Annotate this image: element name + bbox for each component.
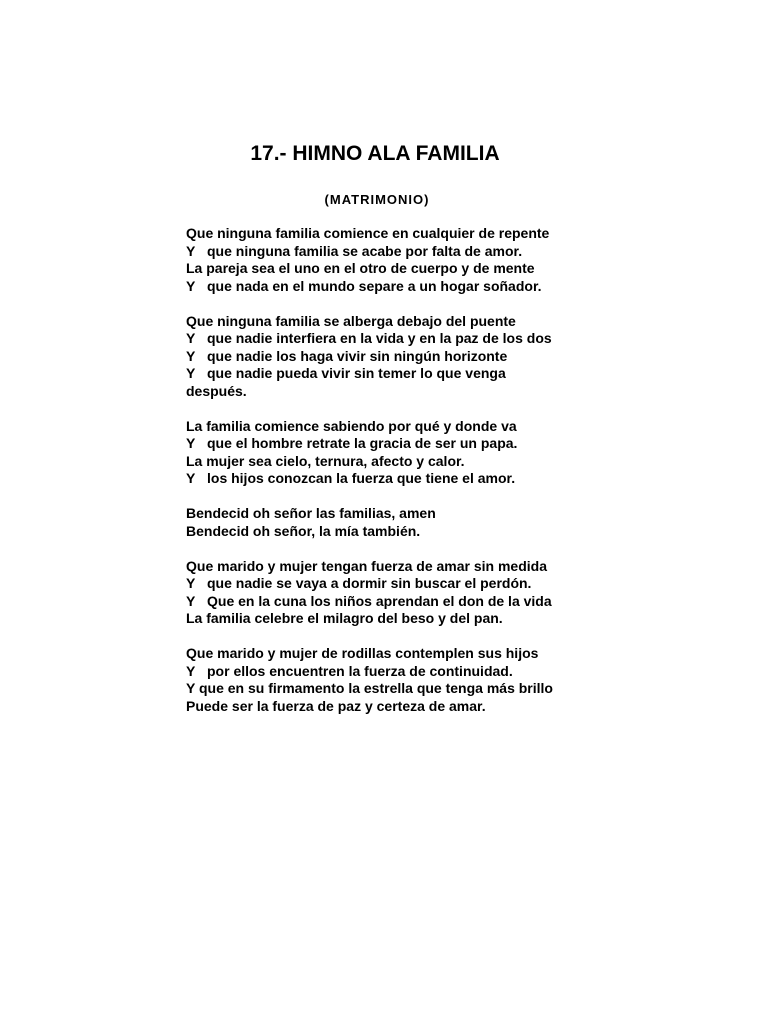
verse-line xyxy=(186,698,576,716)
line-prefix: Y xyxy=(186,435,196,451)
stanza xyxy=(186,645,576,715)
line-prefix: Y xyxy=(186,365,196,381)
verse-line xyxy=(186,313,576,331)
page-title: 17.- HIMNO ALA FAMILIA xyxy=(250,142,500,165)
line-prefix: Y xyxy=(186,575,196,591)
line-text: Que ninguna familia se alberga debajo del puente xyxy=(186,312,516,329)
line-text: Bendecid oh señor, la mía también. xyxy=(186,522,421,539)
line-text: Que marido y mujer tengan fuerza de amar sin medida xyxy=(186,557,547,574)
verse-line xyxy=(186,260,576,278)
line-prefix: Y xyxy=(186,242,196,259)
stanza xyxy=(186,225,576,295)
verse-line xyxy=(186,680,576,698)
line-text: que ninguna familia se acabe por falta de amor. xyxy=(207,242,523,259)
verse-line xyxy=(186,523,576,541)
stanza xyxy=(186,505,576,540)
line-text: La pareja sea el uno en el otro de cuerpo y de mente xyxy=(186,260,535,276)
verse-line xyxy=(186,365,576,383)
line-text: La mujer sea cielo, ternura, afecto y calor. xyxy=(186,452,465,469)
line-text: que nadie interfiera en la vida y en la paz de los dos xyxy=(207,330,552,346)
line-prefix: Y xyxy=(186,330,196,346)
verse-line xyxy=(186,330,576,348)
stanza xyxy=(186,418,576,488)
line-text: que nada en el mundo separe a un hogar soñador. xyxy=(207,277,542,294)
page-subtitle: (MATRIMONIO) xyxy=(324,192,430,207)
line-text: que nadie los haga vivir sin ningún horizonte xyxy=(207,347,508,364)
stanza xyxy=(186,558,576,628)
line-text: Bendecid oh señor las familias, amen xyxy=(186,505,436,521)
line-text: La familia celebre el milagro del beso y del pan. xyxy=(186,610,503,626)
verse-line xyxy=(186,435,576,453)
line-text: que el hombre retrate la gracia de ser un papa. xyxy=(207,435,518,451)
verse-line xyxy=(186,418,576,436)
line-text: Puede ser la fuerza de paz y certeza de amar. xyxy=(186,697,486,714)
line-text: Y que en su firmamento la estrella que tenga más brillo xyxy=(186,680,553,696)
line-text: después. xyxy=(186,382,247,399)
verse-line xyxy=(186,575,576,593)
line-text: Que marido y mujer de rodillas contemplen sus hijos xyxy=(186,645,539,661)
line-text: los hijos conozcan la fuerza que tiene el amor. xyxy=(207,470,516,486)
line-text: Que en la cuna los niños aprendan el don de la vida xyxy=(207,592,552,609)
verse-line xyxy=(186,225,576,243)
line-text: que nadie pueda vivir sin temer lo que venga xyxy=(207,365,506,381)
lyrics-body xyxy=(186,225,576,733)
verse-line xyxy=(186,558,576,576)
line-prefix: Y xyxy=(186,470,196,486)
line-text: por ellos encuentren la fuerza de continuidad. xyxy=(207,662,513,679)
line-prefix: Y xyxy=(186,277,196,294)
stanza xyxy=(186,313,576,401)
verse-line xyxy=(186,278,576,296)
line-text: Que ninguna familia comience en cualquier de repente xyxy=(186,225,550,241)
verse-line xyxy=(186,593,576,611)
line-text: La familia comience sabiendo por qué y donde va xyxy=(186,417,517,434)
verse-line xyxy=(186,453,576,471)
verse-line xyxy=(186,470,576,488)
verse-line xyxy=(186,348,576,366)
line-prefix: Y xyxy=(186,662,196,679)
line-text: que nadie se vaya a dormir sin buscar el perdón. xyxy=(207,575,532,591)
verse-line xyxy=(186,243,576,261)
line-prefix: Y xyxy=(186,592,196,609)
verse-line xyxy=(186,383,576,401)
line-prefix: Y xyxy=(186,347,196,364)
verse-line xyxy=(186,663,576,681)
verse-line xyxy=(186,505,576,523)
verse-line xyxy=(186,645,576,663)
verse-line xyxy=(186,610,576,628)
